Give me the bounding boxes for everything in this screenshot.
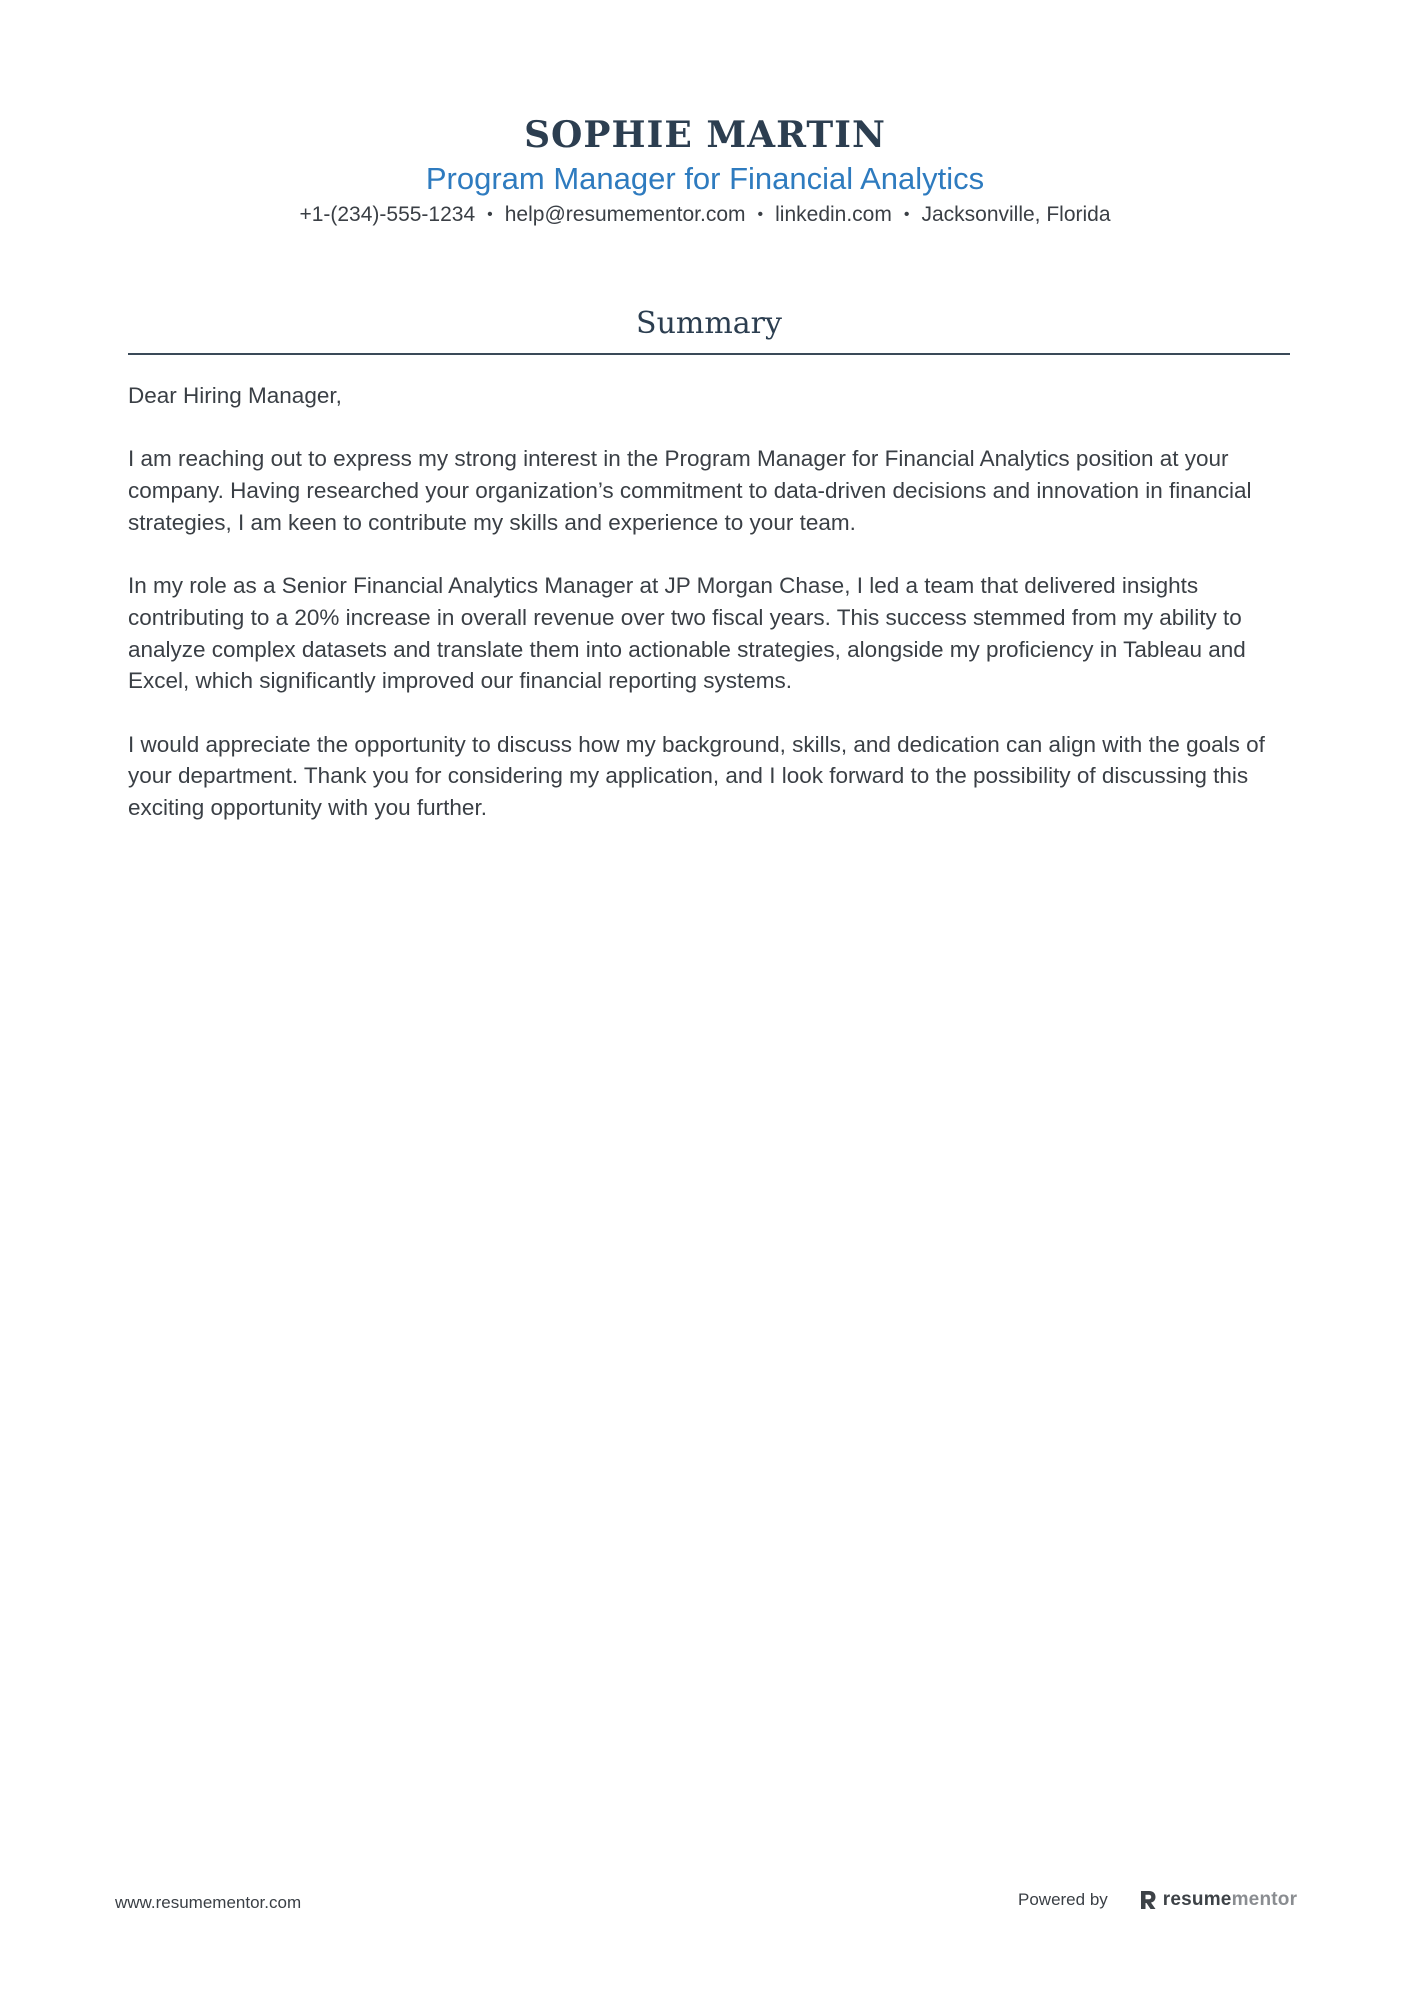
contact-line [0, 200, 1410, 230]
paragraph-1: I am reaching out to express my strong interest in the Program Manager for Financial Analytics position at your company. Having researched your organization’s commitment to data-driven decisions and innovation in financial strategies, I am keen to contribute my skills and experience to your team. [128, 446, 1252, 535]
footer-branding [1018, 1889, 1297, 1911]
separator-dot: • [757, 206, 764, 223]
contact-linkedin: linkedin.com [775, 203, 892, 226]
brand-logo [1138, 1889, 1297, 1911]
separator-dot: • [903, 206, 910, 223]
job-title: Program Manager for Financial Analytics [425, 161, 985, 196]
resumementor-logo-icon [1138, 1889, 1158, 1911]
brand-name-bold: resume [1162, 1889, 1232, 1910]
brand-name-light: mentor [1231, 1889, 1298, 1910]
paragraph-3: I would appreciate the opportunity to discuss how my background, skills, and dedication can align with the goals of your department. Thank you for considering my application, and I look forward to the possibility of discussing this exciting opportunity with you further. [128, 731, 1265, 821]
section-heading-summary: Summary [636, 306, 782, 341]
separator-dot: • [487, 206, 493, 223]
contact-phone: +1-(234)-555-1234 [299, 203, 476, 226]
letter-body [128, 380, 1290, 855]
header [0, 112, 1410, 230]
contact-email: help@resumementor.com [504, 203, 746, 226]
paragraph-2: In my role as a Senior Financial Analytics Manager at JP Morgan Chase, I led a team that delivered insights contributing to a 20% increase in overall revenue over two fiscal years. This success stemmed from my ability to analyze complex datasets and translate them into actionable strategies, alongside my proficiency in Tableau and Excel, which significantly improved our financial reporting systems. [128, 573, 1246, 694]
footer-website: www.resumementor.com [115, 1893, 302, 1912]
section-divider [128, 353, 1290, 355]
contact-location: Jacksonville, Florida [921, 203, 1111, 226]
powered-by-label: Powered by [1018, 1890, 1108, 1909]
candidate-name: SOPHIE MARTIN [524, 114, 886, 156]
salutation: Dear Hiring Manager, [128, 383, 342, 408]
